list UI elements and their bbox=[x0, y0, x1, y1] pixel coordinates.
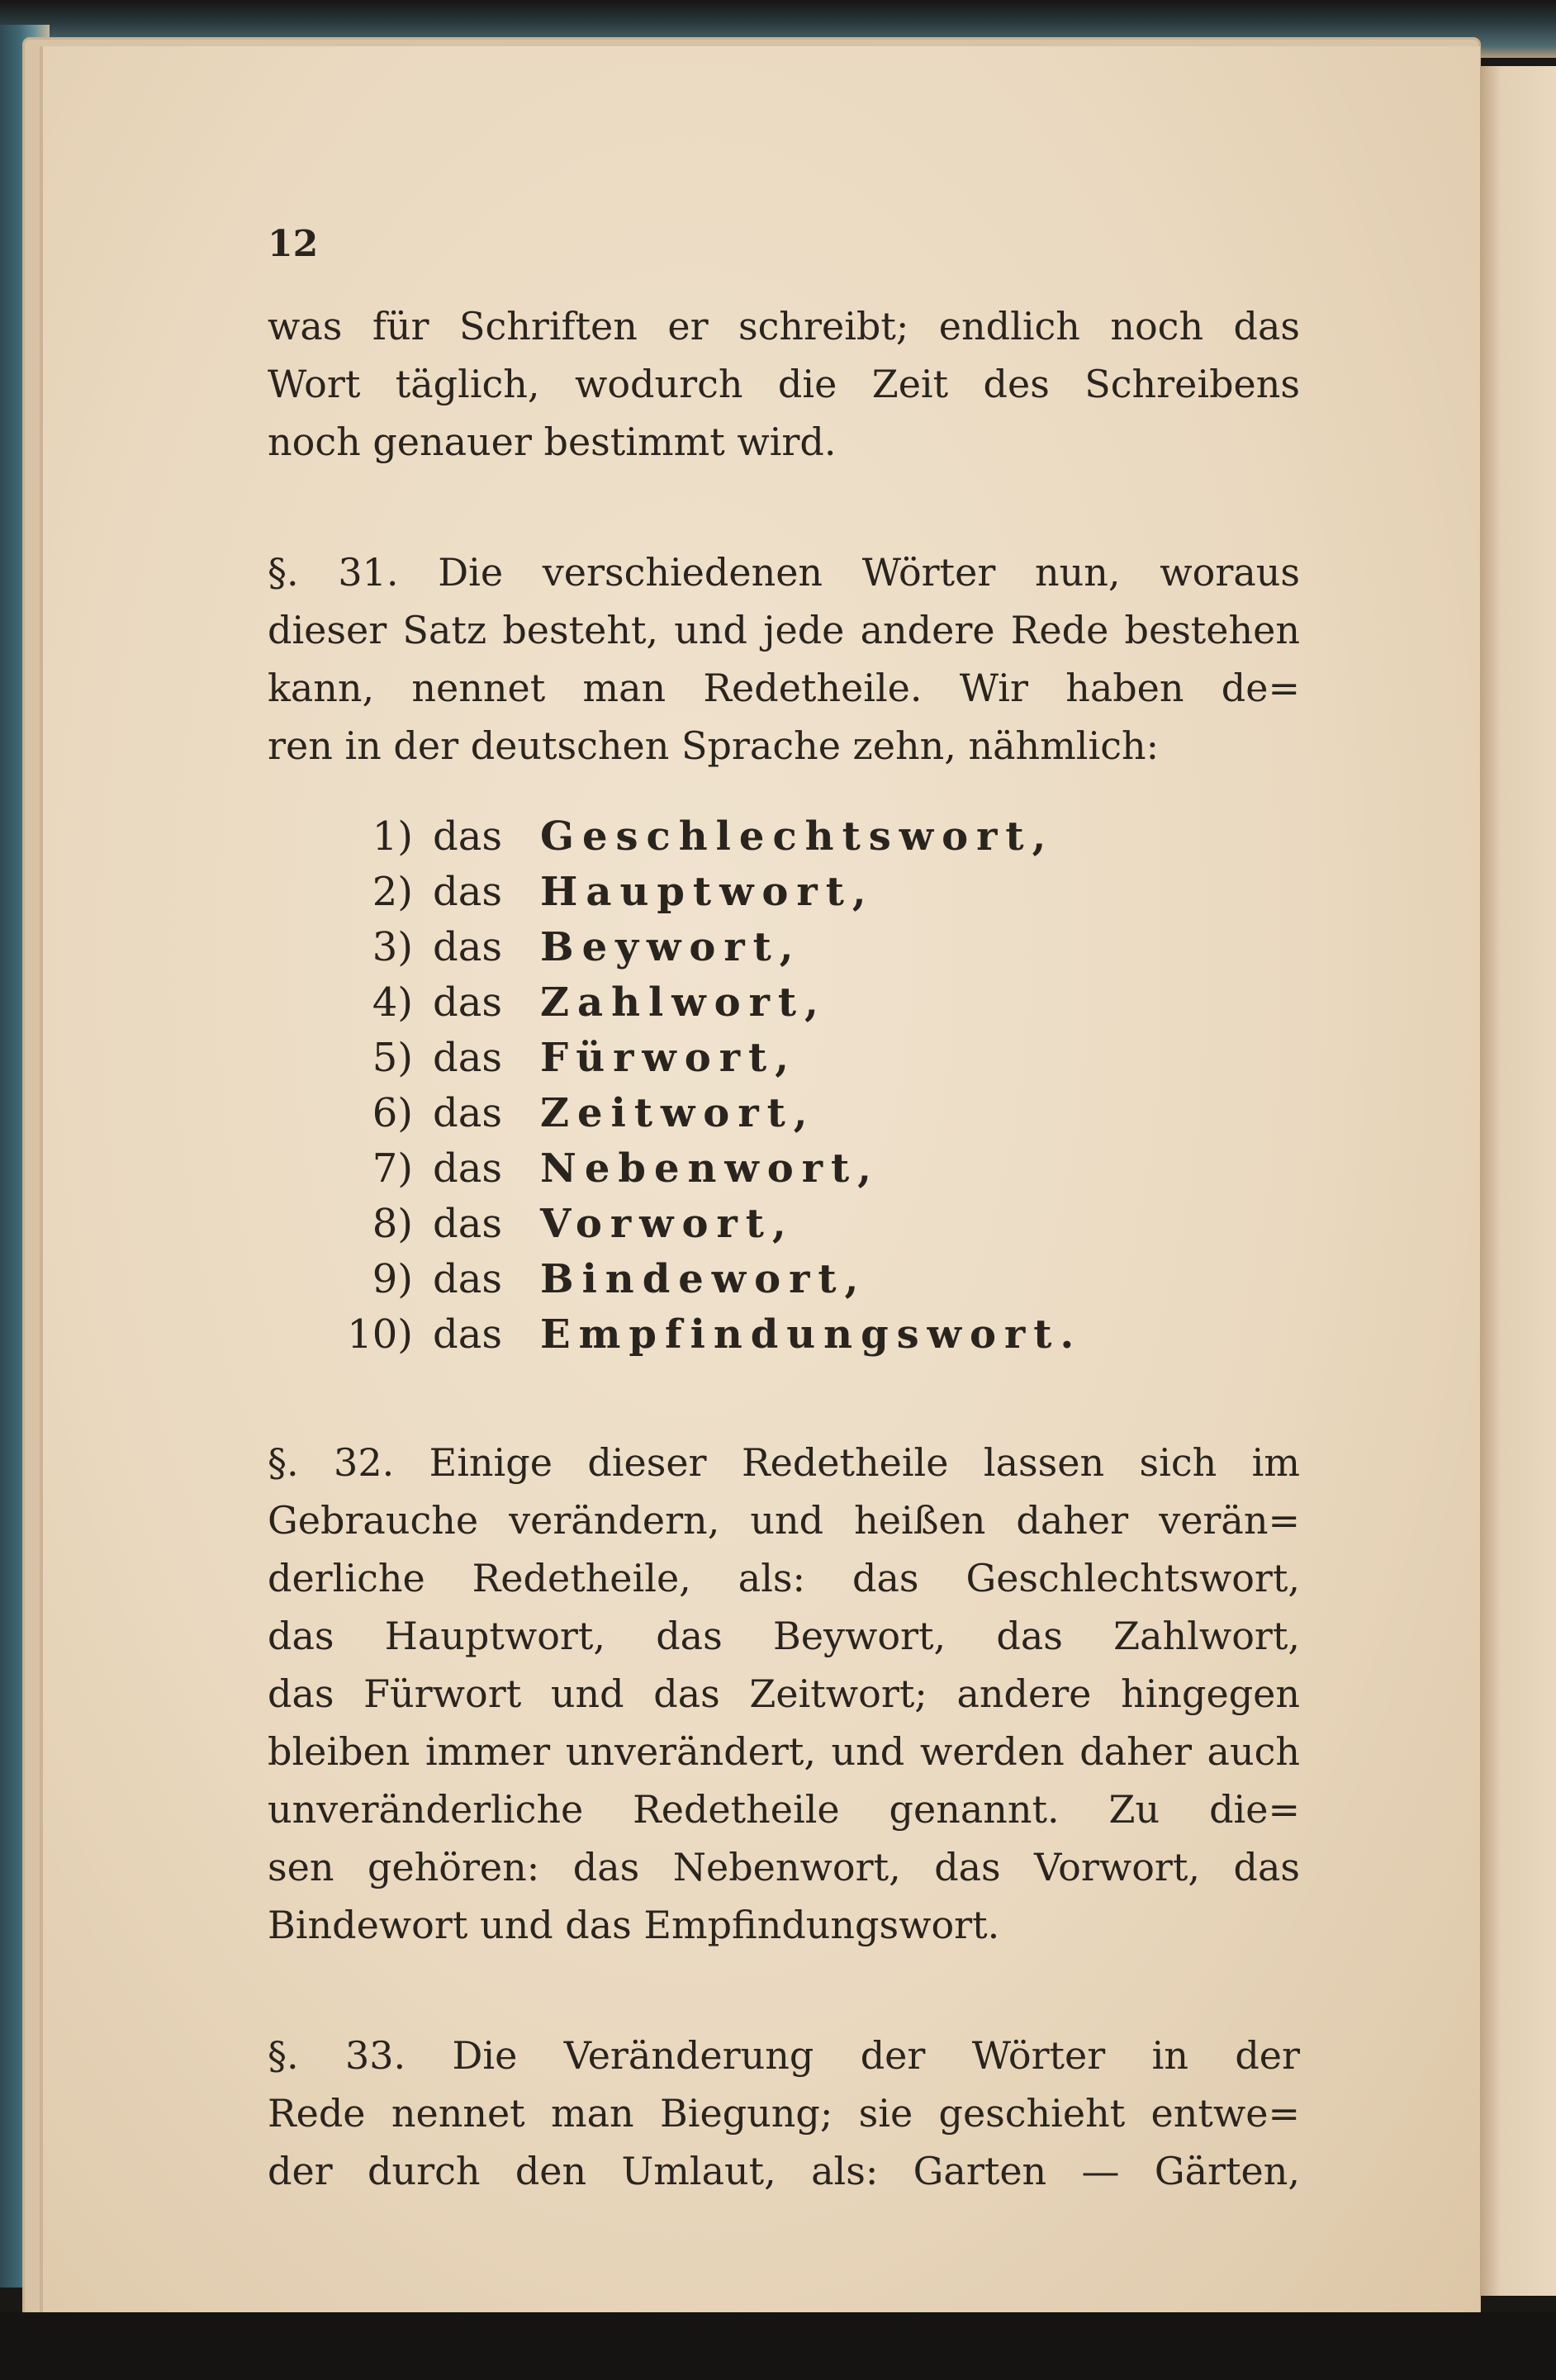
text-line: ren in der deutschen Sprache zehn, nähmlich: bbox=[268, 723, 1160, 768]
text-line: derliche Redetheile, als: das Geschlechtswort, bbox=[268, 1556, 1300, 1600]
list-article: das bbox=[433, 1145, 502, 1192]
text-line: der durch den Umlaut, als: Garten — Gärten, bbox=[268, 2149, 1300, 2193]
list-item bbox=[268, 1195, 1300, 1250]
list-term: Vorwort, bbox=[540, 1201, 795, 1247]
text-line: Bindewort und das Empfindungswort. bbox=[268, 1903, 1000, 1947]
list-article: das bbox=[433, 869, 502, 915]
text-line: was für Schriften er schreibt; endlich noch das bbox=[268, 304, 1300, 348]
list-term: Zahlwort, bbox=[540, 979, 827, 1026]
list-term: Empfindungswort. bbox=[540, 1311, 1083, 1358]
list-term: Fürwort, bbox=[540, 1035, 797, 1081]
list-article: das bbox=[433, 924, 502, 970]
list-article: das bbox=[433, 813, 502, 860]
list-item bbox=[268, 1084, 1300, 1140]
list-term: Bindewort, bbox=[540, 1256, 867, 1302]
text-line: §. 32. Einige dieser Redetheile lassen sich im bbox=[268, 1440, 1300, 1485]
list-article: das bbox=[433, 1256, 502, 1302]
text-line: Rede nennet man Biegung; sie geschieht entwe= bbox=[268, 2091, 1300, 2136]
parts-of-speech-list bbox=[268, 808, 1300, 1361]
paragraph-gap bbox=[268, 1361, 1300, 1434]
list-item bbox=[268, 1140, 1300, 1195]
list-item bbox=[268, 1306, 1300, 1361]
text-line: bleiben immer unverändert, und werden daher auch bbox=[268, 1729, 1300, 1774]
background-bottom bbox=[0, 2312, 1556, 2380]
text-line: das Fürwort und das Zeitwort; andere hingegen bbox=[268, 1671, 1300, 1716]
list-article: das bbox=[433, 1311, 502, 1358]
list-article: das bbox=[433, 1090, 502, 1136]
paragraph-gap bbox=[268, 471, 1300, 543]
list-article: das bbox=[433, 1035, 502, 1081]
list-number: 2) bbox=[372, 869, 413, 915]
text-line: §. 31. Die verschiedenen Wörter nun, woraus bbox=[268, 550, 1300, 595]
text-line: Wort täglich, wodurch die Zeit des Schreibens bbox=[268, 362, 1300, 406]
list-number: 7) bbox=[372, 1145, 413, 1192]
list-term: Nebenwort, bbox=[540, 1145, 880, 1192]
intro-paragraph bbox=[268, 297, 1300, 471]
list-term: Geschlechtswort, bbox=[540, 813, 1055, 860]
list-number: 8) bbox=[372, 1201, 413, 1247]
list-term: Zeitwort, bbox=[540, 1090, 816, 1136]
page-number: 12 bbox=[268, 223, 319, 265]
text-line: Gebrauche verändern, und heißen daher verän= bbox=[268, 1498, 1300, 1543]
text-line: das Hauptwort, das Beywort, das Zahlwort, bbox=[268, 1614, 1300, 1658]
list-article: das bbox=[433, 979, 502, 1026]
section-32-paragraph bbox=[268, 1434, 1300, 1954]
section-33-paragraph bbox=[268, 2027, 1300, 2200]
list-number: 4) bbox=[372, 979, 413, 1026]
list-number: 1) bbox=[372, 813, 413, 860]
facing-page-edge bbox=[1477, 66, 1556, 2296]
list-term: Beywort, bbox=[540, 924, 802, 970]
text-line: noch genauer bestimmt wird. bbox=[268, 420, 837, 464]
list-number: 3) bbox=[372, 924, 413, 970]
text-line: unveränderliche Redetheile genannt. Zu die= bbox=[268, 1787, 1300, 1832]
paragraph-gap bbox=[268, 1954, 1300, 2027]
page-text bbox=[268, 297, 1300, 2200]
section-31-paragraph bbox=[268, 543, 1300, 775]
list-item bbox=[268, 918, 1300, 974]
list-number: 6) bbox=[372, 1090, 413, 1136]
list-number: 9) bbox=[372, 1256, 413, 1302]
list-article: das bbox=[433, 1201, 502, 1247]
list-number: 5) bbox=[372, 1035, 413, 1081]
text-line: kann, nennet man Redetheile. Wir haben de= bbox=[268, 666, 1300, 710]
text-line: §. 33. Die Veränderung der Wörter in der bbox=[268, 2033, 1300, 2078]
list-item bbox=[268, 974, 1300, 1029]
list-term: Hauptwort, bbox=[540, 869, 875, 915]
text-line: sen gehören: das Nebenwort, das Vorwort, das bbox=[268, 1845, 1300, 1889]
list-item bbox=[268, 1250, 1300, 1306]
list-item bbox=[268, 863, 1300, 918]
list-number: 10) bbox=[347, 1311, 413, 1358]
list-item bbox=[268, 808, 1300, 863]
text-line: dieser Satz besteht, und jede andere Rede bestehen bbox=[268, 608, 1300, 652]
list-item bbox=[268, 1029, 1300, 1084]
